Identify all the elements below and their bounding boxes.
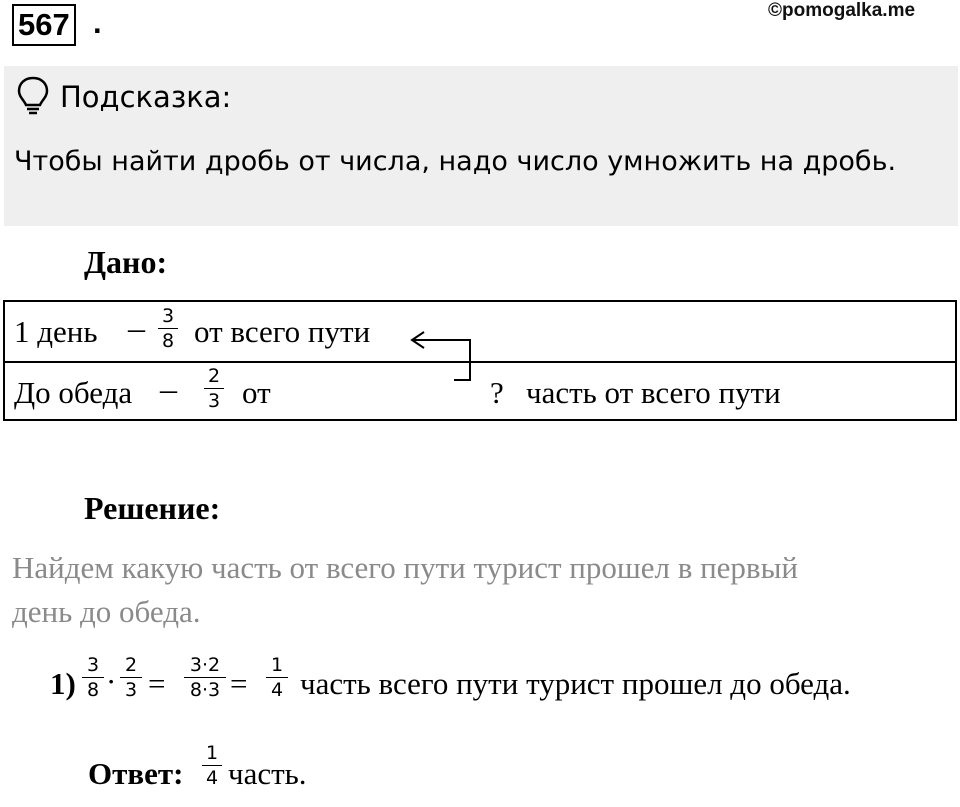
answer-fraction-num: 1	[205, 742, 219, 764]
row1-fraction-den: 8	[161, 330, 175, 352]
row2-tail: от	[242, 375, 271, 410]
step-fraction-2	[120, 654, 142, 701]
answer-fraction-den: 4	[205, 767, 219, 789]
row1-fraction	[158, 305, 178, 352]
row1-tail: от всего пути	[194, 314, 371, 349]
row2-question-tail: часть от всего пути	[526, 375, 781, 410]
row1-label: 1 день	[14, 314, 98, 349]
row2-label: До обеда	[14, 375, 133, 410]
step-multiply-dot: ·	[106, 664, 117, 699]
watermark: ©pomogalka.me	[768, 0, 916, 21]
step-fraction-3-den: 8·3	[189, 679, 221, 701]
step-fraction-3-num: 3·2	[189, 654, 221, 676]
given-row-divider	[3, 361, 957, 363]
hint-title: Подсказка:	[60, 80, 232, 114]
step-equals-1: =	[148, 666, 166, 701]
step-fraction-1-num: 3	[86, 654, 100, 676]
row1-fraction-num: 3	[161, 305, 175, 327]
row2-question: ?	[490, 375, 504, 410]
step-fraction-1	[82, 654, 104, 701]
step-fraction-1-den: 8	[86, 679, 100, 701]
given-heading: Дано:	[84, 244, 168, 280]
hint-text: Чтобы найти дробь от числа, надо число умножить на дробь.	[14, 146, 897, 177]
step-equals-2: =	[230, 666, 248, 701]
problem-number: 567	[12, 4, 76, 46]
step-fraction-2-den: 3	[124, 679, 138, 701]
step-fraction-3	[184, 654, 226, 701]
bracket-arrow-icon	[408, 326, 478, 386]
answer-label: Ответ:	[88, 756, 184, 791]
step-label: 1)	[50, 666, 76, 701]
step-fraction-2-num: 2	[124, 654, 138, 676]
step-fraction-4-den: 4	[270, 679, 284, 701]
row2-dash: –	[160, 371, 177, 408]
solution-heading: Решение:	[84, 490, 221, 526]
answer-fraction	[202, 742, 222, 789]
step-fraction-4-num: 1	[270, 654, 284, 676]
problem-number-dot: .	[93, 5, 102, 40]
row2-fraction-den: 3	[207, 390, 221, 412]
row2-fraction	[204, 365, 224, 412]
solution-intro-line1: Найдем какую часть от всего пути турист прошел в первый	[12, 550, 798, 585]
lightbulb-icon	[16, 76, 50, 116]
step-fraction-4	[266, 654, 288, 701]
row1-dash: –	[128, 310, 145, 347]
row2-fraction-num: 2	[207, 365, 221, 387]
answer-tail: часть.	[228, 756, 307, 791]
step-tail: часть всего пути турист прошел до обеда.	[300, 666, 851, 701]
solution-intro-line2: день до обеда.	[12, 594, 201, 629]
